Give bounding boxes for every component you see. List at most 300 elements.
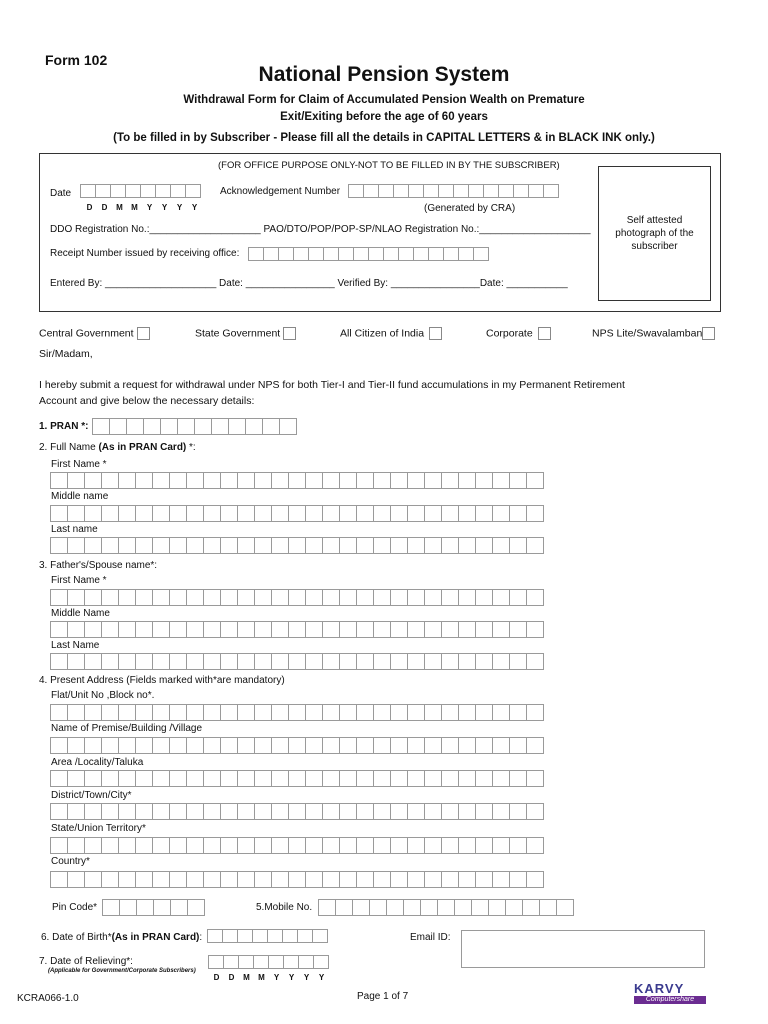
char-box[interactable] (254, 803, 272, 820)
char-box[interactable] (509, 737, 527, 754)
char-box[interactable] (271, 837, 289, 854)
char-box[interactable] (101, 803, 119, 820)
char-box[interactable] (522, 899, 540, 916)
char-box[interactable] (109, 418, 127, 435)
char-box[interactable] (126, 418, 144, 435)
char-box[interactable] (220, 621, 238, 638)
char-box[interactable] (413, 247, 429, 261)
char-box[interactable] (498, 184, 514, 198)
father-last-name-boxes[interactable] (50, 653, 543, 670)
char-box[interactable] (509, 621, 527, 638)
char-box[interactable] (390, 537, 408, 554)
char-box[interactable] (458, 537, 476, 554)
char-box[interactable] (245, 418, 263, 435)
char-box[interactable] (378, 184, 394, 198)
char-box[interactable] (152, 737, 170, 754)
char-box[interactable] (407, 871, 425, 888)
char-box[interactable] (252, 929, 268, 943)
char-box[interactable] (254, 704, 272, 721)
ack-number-boxes[interactable] (348, 184, 558, 198)
char-box[interactable] (373, 589, 391, 606)
char-box[interactable] (453, 184, 469, 198)
char-box[interactable] (390, 704, 408, 721)
char-box[interactable] (50, 803, 68, 820)
char-box[interactable] (492, 704, 510, 721)
char-box[interactable] (403, 899, 421, 916)
sector-nps-lite-checkbox[interactable] (702, 327, 715, 340)
char-box[interactable] (475, 472, 493, 489)
char-box[interactable] (322, 589, 340, 606)
char-box[interactable] (84, 837, 102, 854)
char-box[interactable] (169, 837, 187, 854)
char-box[interactable] (101, 737, 119, 754)
char-box[interactable] (169, 803, 187, 820)
char-box[interactable] (475, 589, 493, 606)
char-box[interactable] (223, 955, 239, 969)
char-box[interactable] (135, 621, 153, 638)
char-box[interactable] (84, 653, 102, 670)
char-box[interactable] (322, 837, 340, 854)
char-box[interactable] (390, 803, 408, 820)
char-box[interactable] (84, 537, 102, 554)
char-box[interactable] (50, 472, 68, 489)
char-box[interactable] (322, 621, 340, 638)
char-box[interactable] (441, 505, 459, 522)
char-box[interactable] (352, 899, 370, 916)
char-box[interactable] (263, 247, 279, 261)
char-box[interactable] (475, 770, 493, 787)
char-box[interactable] (373, 737, 391, 754)
char-box[interactable] (101, 621, 119, 638)
char-box[interactable] (237, 589, 255, 606)
char-box[interactable] (186, 737, 204, 754)
char-box[interactable] (110, 184, 126, 198)
char-box[interactable] (67, 589, 85, 606)
char-box[interactable] (373, 803, 391, 820)
char-box[interactable] (458, 871, 476, 888)
char-box[interactable] (339, 871, 357, 888)
char-box[interactable] (322, 871, 340, 888)
char-box[interactable] (441, 472, 459, 489)
char-box[interactable] (67, 737, 85, 754)
father-first-name-boxes[interactable] (50, 589, 543, 606)
char-box[interactable] (152, 871, 170, 888)
char-box[interactable] (305, 537, 323, 554)
char-box[interactable] (441, 589, 459, 606)
char-box[interactable] (390, 837, 408, 854)
char-box[interactable] (84, 621, 102, 638)
char-box[interactable] (318, 899, 336, 916)
char-box[interactable] (101, 871, 119, 888)
pin-code-boxes[interactable] (102, 899, 204, 916)
char-box[interactable] (135, 653, 153, 670)
char-box[interactable] (458, 704, 476, 721)
dob-boxes[interactable] (207, 929, 327, 943)
sector-state[interactable]: State Government (195, 327, 296, 340)
char-box[interactable] (420, 899, 438, 916)
char-box[interactable] (509, 472, 527, 489)
char-box[interactable] (101, 472, 119, 489)
char-box[interactable] (237, 704, 255, 721)
char-box[interactable] (84, 472, 102, 489)
char-box[interactable] (458, 653, 476, 670)
char-box[interactable] (203, 589, 221, 606)
char-box[interactable] (492, 621, 510, 638)
char-box[interactable] (373, 653, 391, 670)
char-box[interactable] (407, 505, 425, 522)
char-box[interactable] (356, 589, 374, 606)
char-box[interactable] (135, 537, 153, 554)
char-box[interactable] (322, 770, 340, 787)
char-box[interactable] (407, 803, 425, 820)
char-box[interactable] (237, 770, 255, 787)
char-box[interactable] (279, 418, 297, 435)
char-box[interactable] (488, 899, 506, 916)
char-box[interactable] (186, 837, 204, 854)
char-box[interactable] (186, 589, 204, 606)
char-box[interactable] (135, 737, 153, 754)
char-box[interactable] (492, 803, 510, 820)
char-box[interactable] (254, 537, 272, 554)
char-box[interactable] (203, 704, 221, 721)
char-box[interactable] (169, 505, 187, 522)
char-box[interactable] (373, 871, 391, 888)
char-box[interactable] (492, 589, 510, 606)
char-box[interactable] (288, 472, 306, 489)
char-box[interactable] (288, 770, 306, 787)
char-box[interactable] (526, 589, 544, 606)
char-box[interactable] (424, 704, 442, 721)
char-box[interactable] (356, 505, 374, 522)
char-box[interactable] (222, 929, 238, 943)
char-box[interactable] (386, 899, 404, 916)
char-box[interactable] (254, 472, 272, 489)
char-box[interactable] (67, 472, 85, 489)
sector-central-checkbox[interactable] (137, 327, 150, 340)
char-box[interactable] (424, 653, 442, 670)
char-box[interactable] (84, 704, 102, 721)
char-box[interactable] (390, 472, 408, 489)
char-box[interactable] (492, 871, 510, 888)
char-box[interactable] (441, 537, 459, 554)
char-box[interactable] (339, 621, 357, 638)
char-box[interactable] (356, 653, 374, 670)
char-box[interactable] (475, 505, 493, 522)
char-box[interactable] (407, 589, 425, 606)
char-box[interactable] (407, 472, 425, 489)
char-box[interactable] (468, 184, 484, 198)
char-box[interactable] (509, 704, 527, 721)
char-box[interactable] (339, 537, 357, 554)
char-box[interactable] (237, 929, 253, 943)
char-box[interactable] (288, 621, 306, 638)
char-box[interactable] (169, 537, 187, 554)
char-box[interactable] (356, 803, 374, 820)
father-middle-name-boxes[interactable] (50, 621, 543, 638)
char-box[interactable] (118, 537, 136, 554)
char-box[interactable] (160, 418, 178, 435)
char-box[interactable] (50, 537, 68, 554)
char-box[interactable] (271, 770, 289, 787)
char-box[interactable] (308, 247, 324, 261)
char-box[interactable] (492, 472, 510, 489)
char-box[interactable] (288, 803, 306, 820)
char-box[interactable] (543, 184, 559, 198)
char-box[interactable] (169, 621, 187, 638)
char-box[interactable] (424, 621, 442, 638)
char-box[interactable] (322, 803, 340, 820)
char-box[interactable] (492, 770, 510, 787)
char-box[interactable] (203, 737, 221, 754)
char-box[interactable] (322, 505, 340, 522)
char-box[interactable] (220, 837, 238, 854)
char-box[interactable] (152, 770, 170, 787)
char-box[interactable] (373, 770, 391, 787)
char-box[interactable] (220, 653, 238, 670)
char-box[interactable] (407, 704, 425, 721)
char-box[interactable] (288, 704, 306, 721)
char-box[interactable] (152, 653, 170, 670)
char-box[interactable] (203, 837, 221, 854)
char-box[interactable] (153, 899, 171, 916)
char-box[interactable] (50, 704, 68, 721)
char-box[interactable] (475, 537, 493, 554)
char-box[interactable] (390, 871, 408, 888)
country-boxes[interactable] (50, 871, 543, 888)
char-box[interactable] (509, 770, 527, 787)
char-box[interactable] (271, 803, 289, 820)
sector-state-checkbox[interactable] (283, 327, 296, 340)
char-box[interactable] (322, 704, 340, 721)
sector-all-citizen[interactable]: All Citizen of India (340, 327, 442, 340)
char-box[interactable] (67, 871, 85, 888)
char-box[interactable] (50, 737, 68, 754)
char-box[interactable] (305, 589, 323, 606)
middle-name-boxes[interactable] (50, 505, 543, 522)
char-box[interactable] (339, 653, 357, 670)
char-box[interactable] (441, 871, 459, 888)
char-box[interactable] (424, 803, 442, 820)
char-box[interactable] (118, 621, 136, 638)
char-box[interactable] (203, 621, 221, 638)
char-box[interactable] (390, 505, 408, 522)
char-box[interactable] (101, 704, 119, 721)
char-box[interactable] (475, 737, 493, 754)
char-box[interactable] (170, 899, 188, 916)
char-box[interactable] (220, 770, 238, 787)
char-box[interactable] (458, 505, 476, 522)
char-box[interactable] (50, 871, 68, 888)
char-box[interactable] (155, 184, 171, 198)
char-box[interactable] (254, 737, 272, 754)
char-box[interactable] (118, 770, 136, 787)
char-box[interactable] (237, 653, 255, 670)
char-box[interactable] (297, 929, 313, 943)
char-box[interactable] (441, 770, 459, 787)
char-box[interactable] (169, 770, 187, 787)
char-box[interactable] (322, 537, 340, 554)
char-box[interactable] (186, 871, 204, 888)
char-box[interactable] (458, 737, 476, 754)
char-box[interactable] (177, 418, 195, 435)
sector-corporate[interactable]: Corporate (486, 327, 551, 340)
char-box[interactable] (423, 184, 439, 198)
char-box[interactable] (368, 247, 384, 261)
char-box[interactable] (335, 899, 353, 916)
char-box[interactable] (50, 589, 68, 606)
char-box[interactable] (492, 537, 510, 554)
char-box[interactable] (271, 589, 289, 606)
char-box[interactable] (475, 621, 493, 638)
char-box[interactable] (526, 653, 544, 670)
char-box[interactable] (135, 505, 153, 522)
char-box[interactable] (101, 653, 119, 670)
char-box[interactable] (101, 537, 119, 554)
char-box[interactable] (471, 899, 489, 916)
char-box[interactable] (102, 899, 120, 916)
char-box[interactable] (373, 837, 391, 854)
char-box[interactable] (125, 184, 141, 198)
char-box[interactable] (84, 770, 102, 787)
char-box[interactable] (95, 184, 111, 198)
char-box[interactable] (458, 837, 476, 854)
char-box[interactable] (50, 621, 68, 638)
char-box[interactable] (203, 505, 221, 522)
char-box[interactable] (407, 537, 425, 554)
char-box[interactable] (208, 955, 224, 969)
char-box[interactable] (407, 770, 425, 787)
char-box[interactable] (509, 505, 527, 522)
first-name-boxes[interactable] (50, 472, 543, 489)
char-box[interactable] (220, 505, 238, 522)
char-box[interactable] (170, 184, 186, 198)
char-box[interactable] (526, 537, 544, 554)
char-box[interactable] (505, 899, 523, 916)
char-box[interactable] (363, 184, 379, 198)
char-box[interactable] (458, 621, 476, 638)
char-box[interactable] (101, 505, 119, 522)
char-box[interactable] (339, 837, 357, 854)
char-box[interactable] (186, 505, 204, 522)
char-box[interactable] (483, 184, 499, 198)
char-box[interactable] (322, 737, 340, 754)
char-box[interactable] (339, 770, 357, 787)
char-box[interactable] (50, 653, 68, 670)
char-box[interactable] (288, 537, 306, 554)
char-box[interactable] (254, 621, 272, 638)
char-box[interactable] (322, 472, 340, 489)
char-box[interactable] (118, 837, 136, 854)
char-box[interactable] (288, 505, 306, 522)
char-box[interactable] (441, 737, 459, 754)
char-box[interactable] (458, 472, 476, 489)
char-box[interactable] (390, 621, 408, 638)
char-box[interactable] (428, 247, 444, 261)
char-box[interactable] (475, 837, 493, 854)
char-box[interactable] (322, 653, 340, 670)
area-boxes[interactable] (50, 770, 543, 787)
char-box[interactable] (348, 184, 364, 198)
char-box[interactable] (80, 184, 96, 198)
char-box[interactable] (424, 737, 442, 754)
flat-boxes[interactable] (50, 704, 543, 721)
char-box[interactable] (203, 871, 221, 888)
char-box[interactable] (353, 247, 369, 261)
char-box[interactable] (407, 653, 425, 670)
receipt-number-boxes[interactable] (248, 247, 488, 261)
char-box[interactable] (373, 621, 391, 638)
char-box[interactable] (492, 653, 510, 670)
char-box[interactable] (67, 537, 85, 554)
char-box[interactable] (288, 653, 306, 670)
char-box[interactable] (526, 770, 544, 787)
char-box[interactable] (373, 537, 391, 554)
char-box[interactable] (220, 704, 238, 721)
char-box[interactable] (424, 770, 442, 787)
char-box[interactable] (313, 955, 329, 969)
state-boxes[interactable] (50, 837, 543, 854)
char-box[interactable] (356, 537, 374, 554)
char-box[interactable] (220, 537, 238, 554)
char-box[interactable] (526, 472, 544, 489)
char-box[interactable] (237, 837, 255, 854)
char-box[interactable] (220, 803, 238, 820)
char-box[interactable] (509, 871, 527, 888)
char-box[interactable] (438, 184, 454, 198)
char-box[interactable] (254, 770, 272, 787)
char-box[interactable] (454, 899, 472, 916)
char-box[interactable] (526, 871, 544, 888)
char-box[interactable] (356, 837, 374, 854)
char-box[interactable] (84, 871, 102, 888)
char-box[interactable] (135, 770, 153, 787)
char-box[interactable] (101, 589, 119, 606)
char-box[interactable] (492, 505, 510, 522)
char-box[interactable] (187, 899, 205, 916)
char-box[interactable] (67, 803, 85, 820)
char-box[interactable] (203, 537, 221, 554)
last-name-boxes[interactable] (50, 537, 543, 554)
char-box[interactable] (254, 871, 272, 888)
char-box[interactable] (186, 537, 204, 554)
char-box[interactable] (312, 929, 328, 943)
char-box[interactable] (238, 955, 254, 969)
char-box[interactable] (203, 770, 221, 787)
pran-boxes[interactable] (92, 418, 296, 435)
sector-all-citizen-checkbox[interactable] (429, 327, 442, 340)
char-box[interactable] (194, 418, 212, 435)
char-box[interactable] (237, 472, 255, 489)
char-box[interactable] (305, 472, 323, 489)
char-box[interactable] (169, 737, 187, 754)
char-box[interactable] (220, 472, 238, 489)
char-box[interactable] (475, 653, 493, 670)
char-box[interactable] (528, 184, 544, 198)
char-box[interactable] (271, 537, 289, 554)
char-box[interactable] (118, 737, 136, 754)
char-box[interactable] (135, 472, 153, 489)
char-box[interactable] (186, 653, 204, 670)
char-box[interactable] (50, 770, 68, 787)
char-box[interactable] (443, 247, 459, 261)
district-boxes[interactable] (50, 803, 543, 820)
char-box[interactable] (458, 803, 476, 820)
char-box[interactable] (237, 803, 255, 820)
char-box[interactable] (424, 505, 442, 522)
char-box[interactable] (254, 653, 272, 670)
char-box[interactable] (118, 653, 136, 670)
char-box[interactable] (356, 621, 374, 638)
